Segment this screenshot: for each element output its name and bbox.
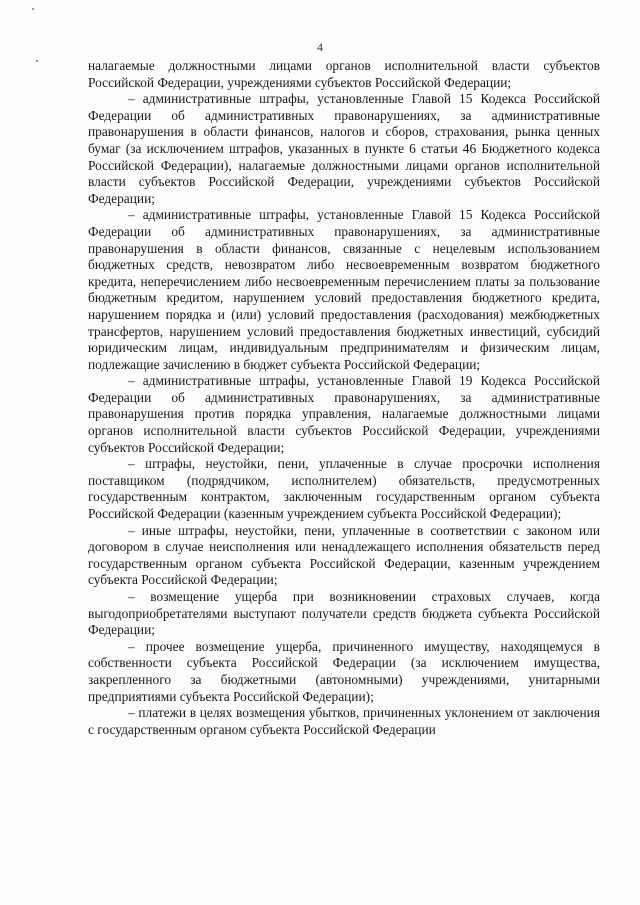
paragraph: – иные штрафы, неустойки, пени, уплаченные в соответствии с законом или договором в случае неисполнения или ненадлежащего исполнения обязательств перед государственным органом субъекта Российской Федерации, казенным учреждением субъекта Российской Федерации; [88, 522, 600, 588]
document-body [88, 58, 600, 738]
paragraph: – прочее возмещение ущерба, причиненного имуществу, находящемуся в собственности субъекта Российской Федерации (за исключением имущества, закрепленного за бюджетными (автономными) учреждениями, унитарными предприятиями субъекта Российской Федерации); [88, 638, 600, 704]
scan-speck [36, 60, 38, 62]
paragraph: – возмещение ущерба при возникновении страховых случаев, когда выгодоприобретателями выступают получатели средств бюджета субъекта Российской Федерации; [88, 589, 600, 638]
paragraph: – административные штрафы, установленные Главой 15 Кодекса Российской Федерации об административных правонарушениях, за административные правонарушения в области финансов, налогов и сборов, страхования, рынка ценных бумаг (за исключением штрафов, указанных в пункте 6 статьи 46 Бюджетного кодекса Российской Федерации), налагаемые должностными лицами органов исполнительной власти субъектов Российской Федерации, учреждениями субъектов Российской Федерации; [88, 91, 600, 206]
page-number: 4 [317, 40, 323, 54]
paragraph: – административные штрафы, установленные Главой 19 Кодекса Российской Федерации об административных правонарушениях, за административные правонарушения против порядка управления, налагаемые должностными лицами органов исполнительной власти субъектов Российской Федерации, учреждениями субъектов Российской Федерации; [88, 373, 600, 455]
paragraph: – административные штрафы, установленные Главой 15 Кодекса Российской Федерации об административных правонарушениях, за административные правонарушения в области финансов, связанные с нецелевым использованием бюджетных средств, невозвратом либо несвоевременным возвратом бюджетного кредита, неперечислением либо несвоевременным перечислением платы за пользование бюджетным кредитом, нарушением условий предоставления бюджетного кредита, нарушением порядка и (или) условий предоставления (расходования) межбюджетных трансфертов, нарушением условий предоставления бюджетных инвестиций, субсидий юридическим лицам, индивидуальным предпринимателям и физическим лицам, подлежащие зачислению в бюджет субъекта Российской Федерации; [88, 207, 600, 372]
paragraph: – штрафы, неустойки, пени, уплаченные в случае просрочки исполнения поставщиком (подрядчиком, исполнителем) обязательств, предусмотренных государственным контрактом, заключенным государственным органом субъекта Российской Федерации (казенным учреждением субъекта Российской Федерации); [88, 456, 600, 522]
paragraph-continuation: налагаемые должностными лицами органов исполнительной власти субъектов Российской Федерации, учреждениями субъектов Российской Федерации; [88, 58, 600, 90]
paragraph: – платежи в целях возмещения убытков, причиненных уклонением от заключения с государственным органом субъекта Российской Федерации [88, 705, 600, 737]
scan-speck [32, 8, 34, 10]
